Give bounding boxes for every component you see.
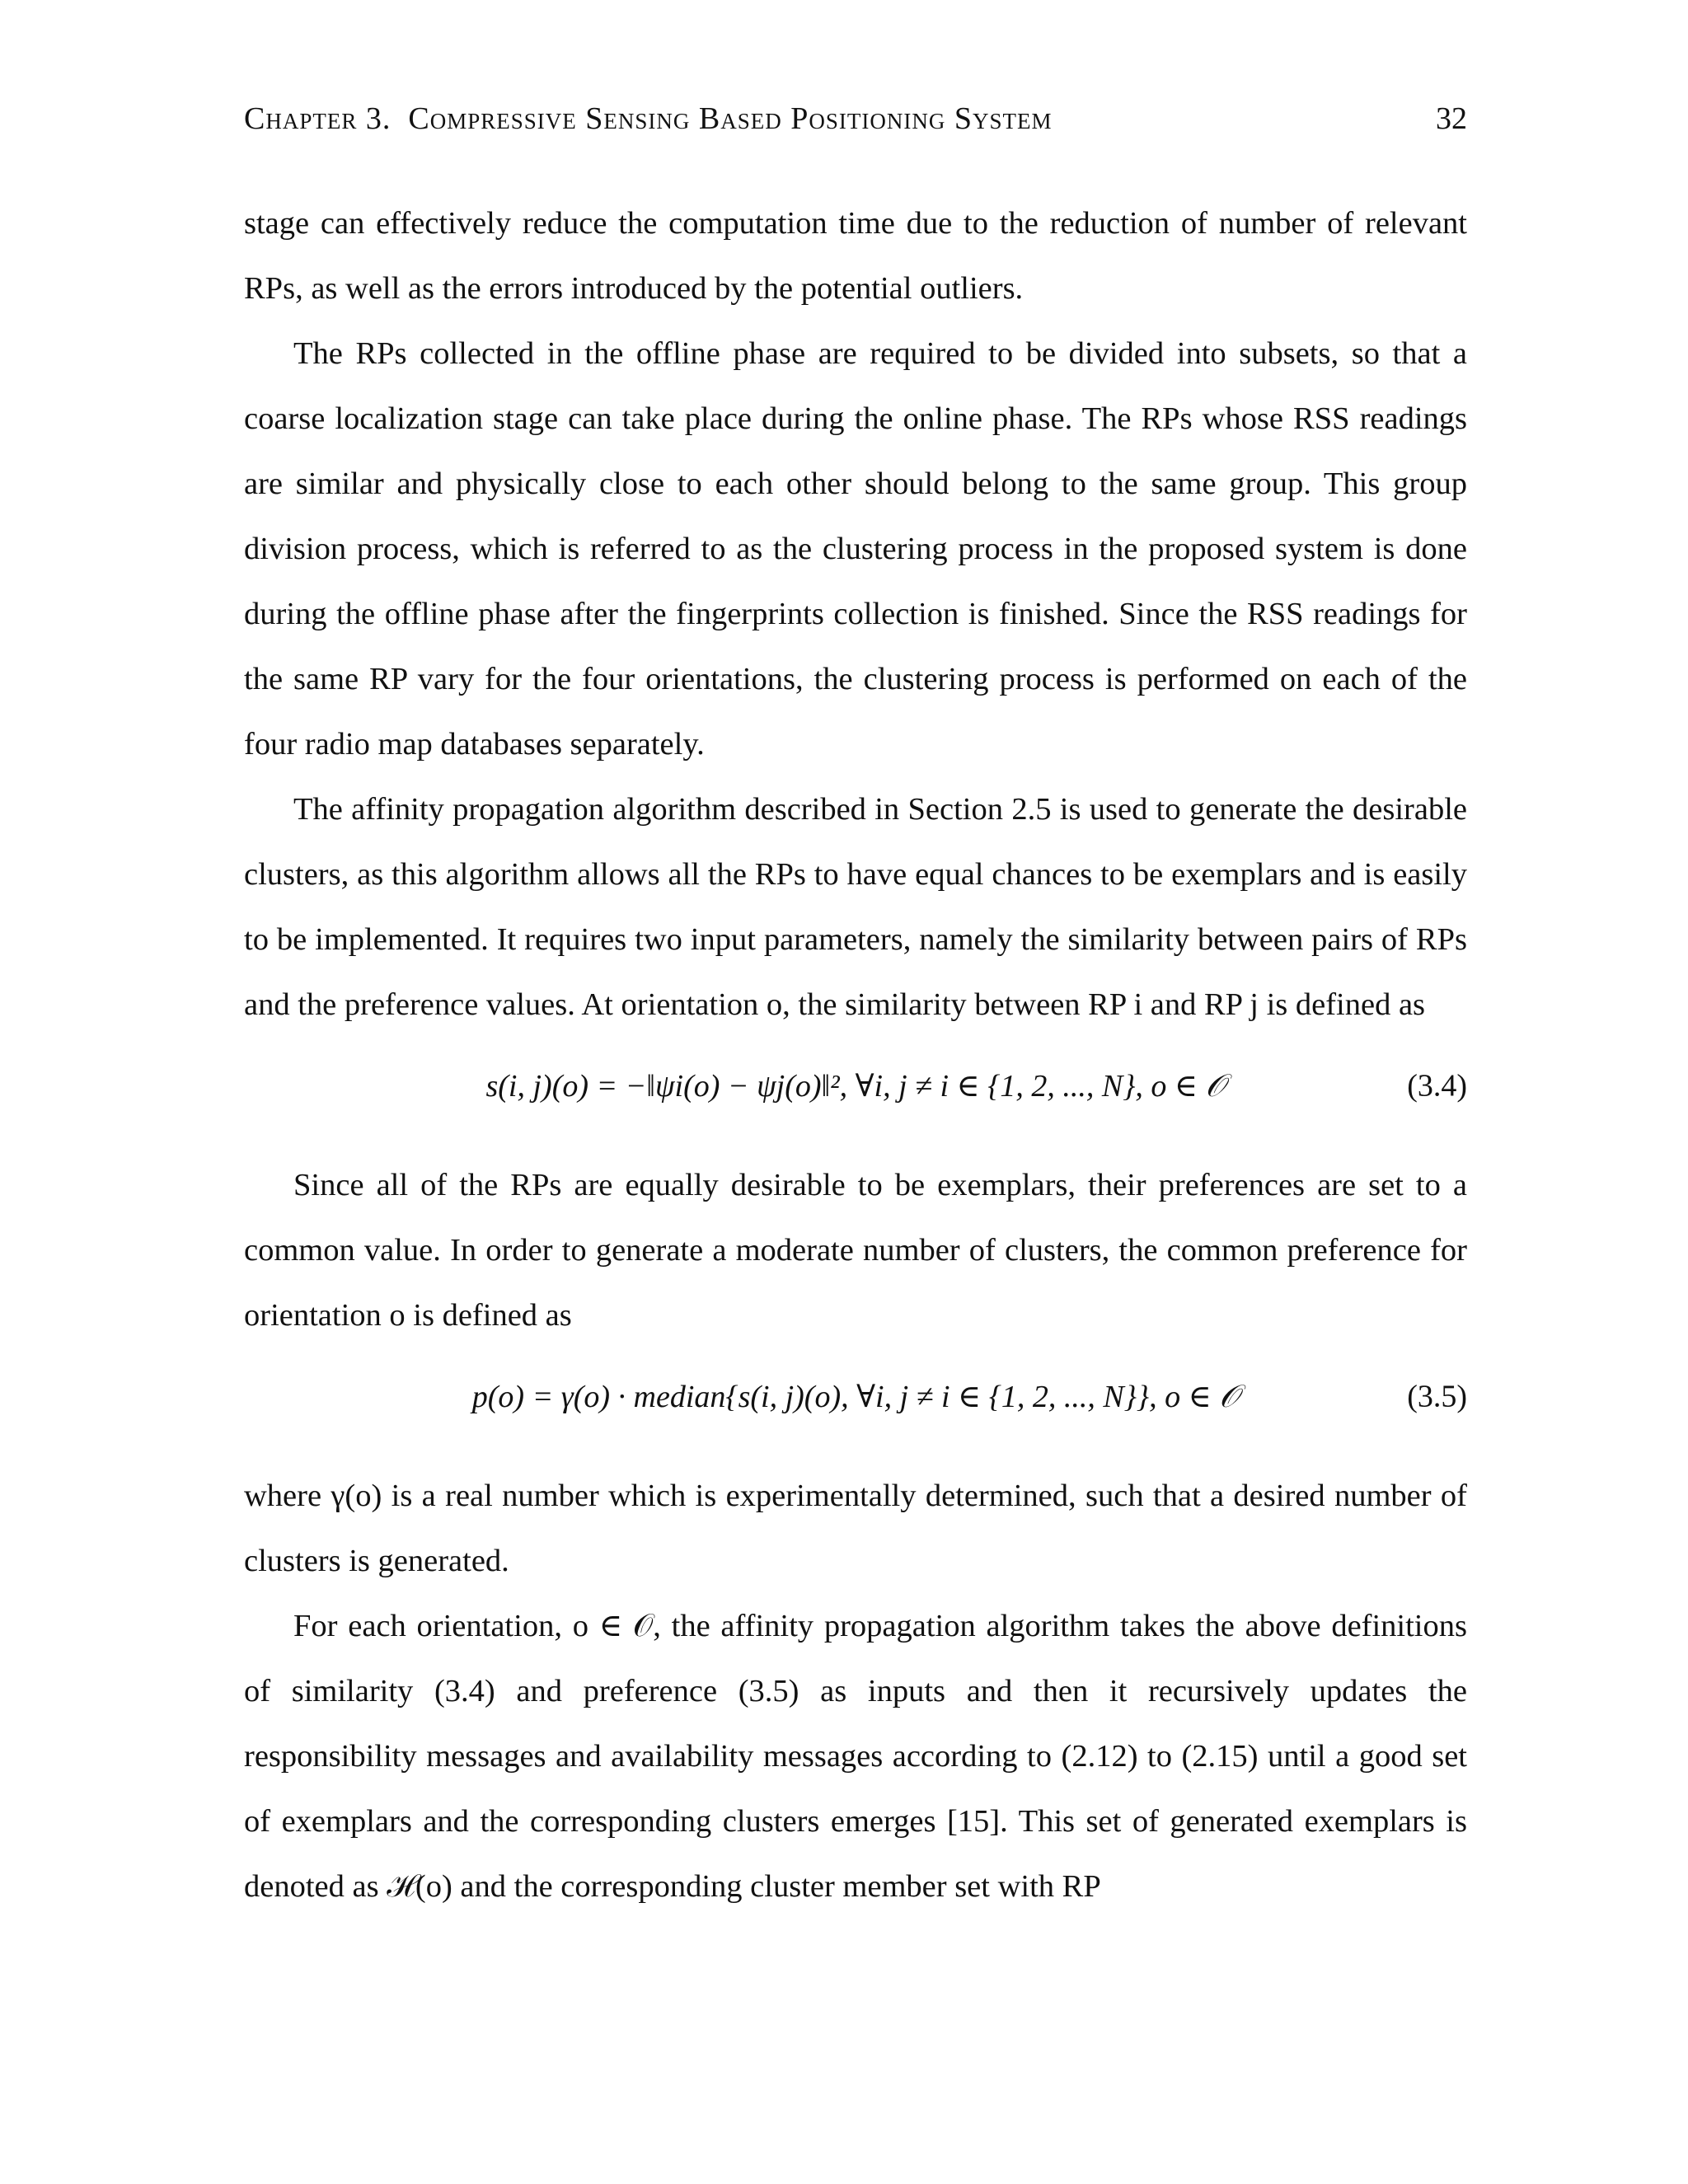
equation-3-4-number: (3.4)	[1407, 1068, 1467, 1104]
equation-3-5-number: (3.5)	[1407, 1379, 1467, 1414]
paragraph-1: stage can effectively reduce the computation time due to the reduction of number of relevant RPs, as well as the errors introduced by the potential outliers.	[244, 206, 1467, 306]
equation-3-4	[244, 1038, 1467, 1135]
paragraph-2: The RPs collected in the offline phase are required to be divided into subsets, so that a coarse localization stage can take place during the online phase. The RPs whose RSS readings are similar and physically close to each other should belong to the same group. This group division process, which is referred to as the clustering process in the proposed system is done during the offline phase after the fingerprints collection is finished. Since the RSS readings for the same RP vary for the four orientations, the clustering process is performed on each of the four radio map databases separately.	[244, 336, 1467, 762]
paragraph-5: where γ(o) is a real number which is experimentally determined, such that a desired number of clusters is generated.	[244, 1479, 1467, 1578]
page-number: 32	[1436, 101, 1467, 136]
paragraph-3: The affinity propagation algorithm described in Section 2.5 is used to generate the desirable clusters, as this algorithm allows all the RPs to have equal chances to be exemplars and is easily to be implemented. It requires two input parameters, namely the similarity between pairs of RPs and the preference values. At orientation o, the similarity between RP i and RP j is defined as	[244, 792, 1467, 1022]
equation-3-4-expression: s(i, j)(o) = −‖ψi(o) − ψj(o)‖², ∀i, j ≠ i ∈ {1, 2, ..., N}, o ∈ 𝒪	[485, 1068, 1226, 1104]
paragraph-6: For each orientation, o ∈ 𝒪, the affinity propagation algorithm takes the above definitions of similarity (3.4) and preference (3.5) as inputs and then it recursively updates the responsibility messages and availability messages according to (2.12) to (2.15) until a good set of exemplars and the corresponding clusters emerges [15]. This set of generated exemplars is denoted as ℋ(o) and the corresponding cluster member set with RP	[244, 1609, 1467, 1904]
equation-3-5-expression: p(o) = γ(o) · median{s(i, j)(o), ∀i, j ≠ i ∈ {1, 2, ..., N}}, o ∈ 𝒪	[471, 1379, 1240, 1414]
chapter-label: Chapter 3.	[244, 101, 392, 136]
paragraph-4: Since all of the RPs are equally desirable to be exemplars, their preferences are set to a common value. In order to generate a moderate number of clusters, the common preference for orientation o is defined as	[244, 1168, 1467, 1333]
running-header	[244, 101, 1467, 142]
equation-3-5	[244, 1348, 1467, 1446]
body-text	[244, 191, 1467, 1919]
chapter-name: Compressive Sensing Based Positioning System	[408, 101, 1053, 136]
chapter-title	[244, 101, 1052, 137]
